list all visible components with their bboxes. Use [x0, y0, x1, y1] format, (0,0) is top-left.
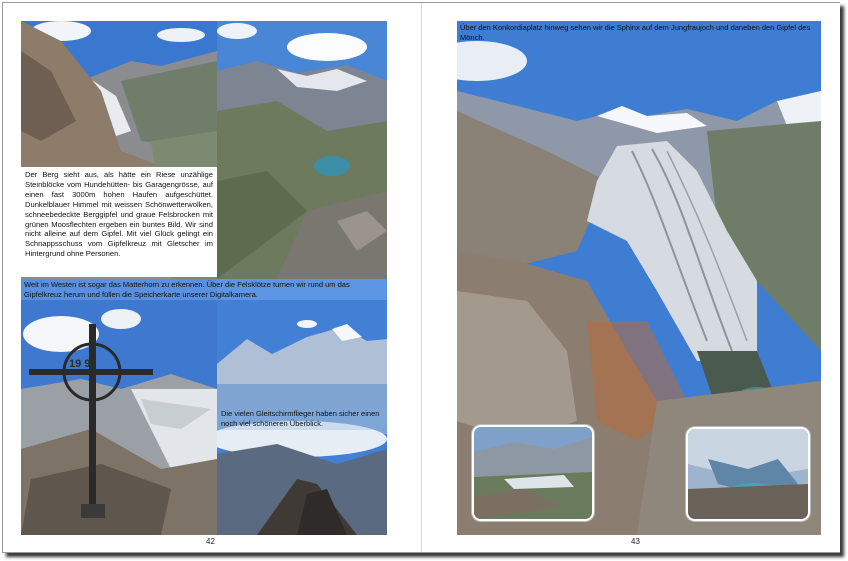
- caption-matterhorn: Weit im Westen ist sogar das Matterhorn zu erkennen. Über die Felsklötze turnen wir rund um das Gipfelkreuz herum und füllen die Speicherkarte unserer Digitalkamera.: [21, 279, 387, 300]
- text-block-description: Der Berg sieht aus, als hätte ein Riese unzählige Steinblöcke vom Hundehütten- bis Garagengrösse, auf einen fast 3000m hohen Haufen aufgeschüttet. Dunkelblauer Himmel mit weissen Schönwetterwolken, schneebedeckte Berggipfel und graue Felsbrocken mit grünen Moosflechten ergeben ein buntes Bild. Wir sind nicht alleine auf dem Gipfel. Mit viel Glück gelingt ein Schnappsschuss vom Gipfelkreuz mit Gletscher im Hintergrund ohne Personen.: [21, 167, 217, 277]
- page-number-left: 42: [206, 537, 215, 546]
- book-spread: [2, 2, 840, 553]
- right-page: [421, 3, 840, 552]
- left-page: [3, 3, 421, 552]
- photo-summit-cross: [21, 279, 217, 535]
- caption-paragliders: Die vielen Gleitschirmflieger haben sicher einen noch viel schöneren Überblick.: [217, 407, 387, 430]
- photo-valley-lake: [217, 21, 387, 279]
- caption-konkordiaplatz: Über den Konkordiaplatz hinweg sehen wir die Sphinx auf dem Jungfraujoch und daneben den Gipfel des Mönch.: [460, 23, 811, 42]
- inset-photo-glacier-cave: [686, 427, 810, 521]
- cross-year-label: 19 93: [69, 358, 97, 370]
- page-number-right: 43: [631, 537, 640, 546]
- inset-photo-valley: [472, 425, 594, 521]
